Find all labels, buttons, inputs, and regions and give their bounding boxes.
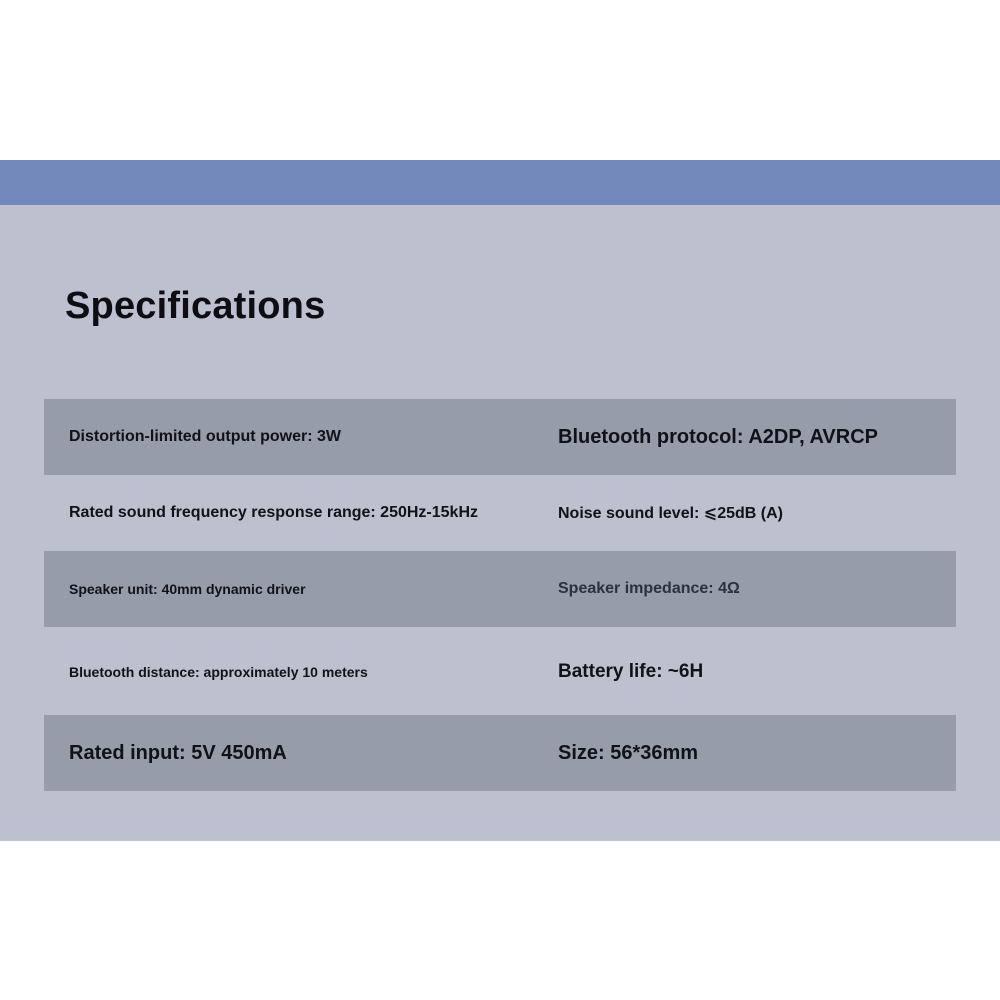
spec-row bbox=[44, 634, 956, 710]
spec-row bbox=[44, 715, 956, 791]
spec-speaker-impedance: Speaker impedance: 4Ω bbox=[558, 580, 740, 597]
spec-noise-level: Noise sound level: ⩽25dB (A) bbox=[558, 505, 783, 522]
spec-bluetooth-protocol: Bluetooth protocol: A2DP, AVRCP bbox=[558, 425, 878, 448]
top-accent-band bbox=[0, 160, 1000, 205]
spec-battery-life: Battery life: ~6H bbox=[558, 661, 704, 682]
spec-rated-input: Rated input: 5V 450mA bbox=[69, 741, 287, 764]
spec-row bbox=[44, 475, 956, 551]
spec-frequency-response: Rated sound frequency response range: 250Hz-15kHz bbox=[69, 504, 479, 521]
page-title: Specifications bbox=[65, 285, 326, 327]
spec-bluetooth-distance: Bluetooth distance: approximately 10 meters bbox=[69, 664, 368, 680]
spec-size: Size: 56*36mm bbox=[558, 741, 699, 764]
spec-output-power: Distortion-limited output power: 3W bbox=[69, 428, 341, 445]
spec-row bbox=[44, 551, 956, 627]
spec-speaker-unit: Speaker unit: 40mm dynamic driver bbox=[69, 581, 306, 597]
spec-row bbox=[44, 399, 956, 475]
